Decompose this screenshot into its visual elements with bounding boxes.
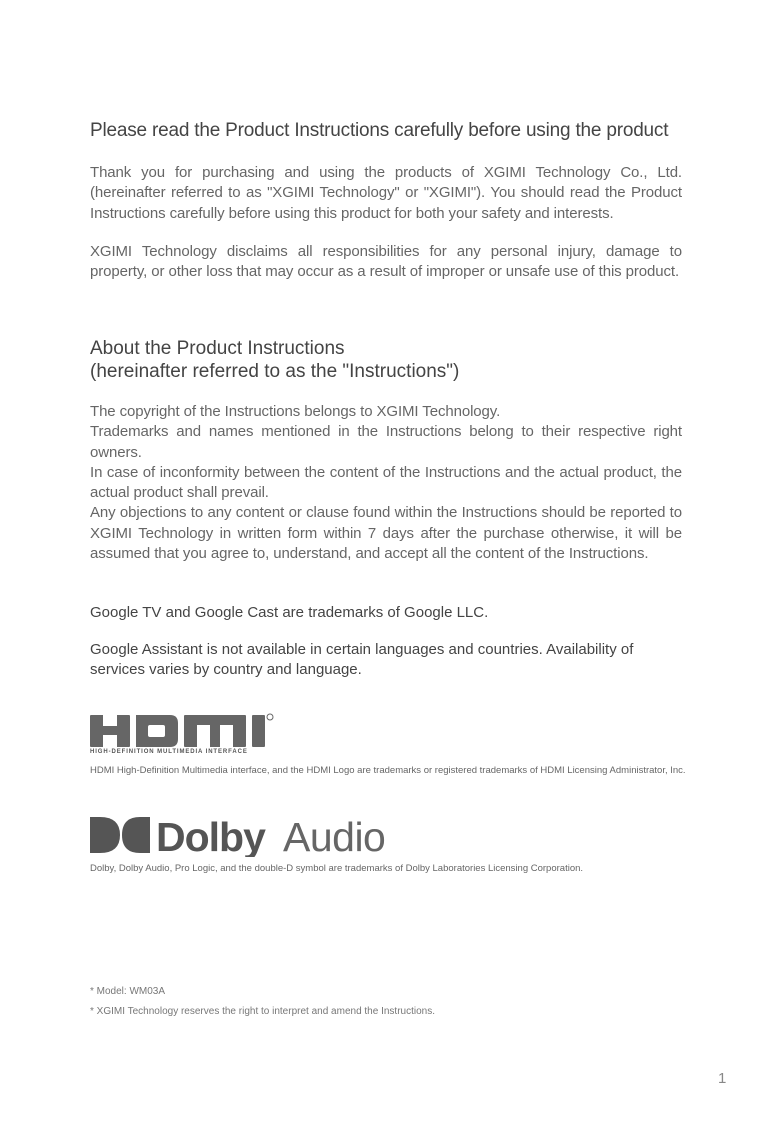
hdmi-logo [90,713,275,752]
intro-paragraph: Thank you for purchasing and using the products of XGIMI Technology Co., Ltd. (hereinafter referred to as "XGIMI Technology" or "XGIMI"). You should read the Product Instructions carefully before using this product for both your safety and interests. [90,164,682,222]
double-d-icon [90,817,150,853]
section-heading-instructions [90,337,682,383]
page-number: 1 [718,1070,727,1087]
dolby-audio-logo [90,811,410,862]
page-title: Please read the Product Instructions carefully before using the product [90,120,669,141]
svg-text:Audio: Audio [283,814,386,857]
trademarks-paragraph: Trademarks and names mentioned in the Instructions belong to their respective right owners. [90,423,682,461]
inconformity-paragraph: In case of inconformity between the content of the Instructions and the actual product, the actual product shall prevail. [90,463,682,502]
hdmi-trademark-note: HDMI High-Definition Multimedia interface, and the HDMI Logo are trademarks or registered trademarks of HDMI Licensing Administrator, Inc. [90,765,686,776]
objections-paragraph: Any objections to any content or clause found within the Instructions should be reported to XGIMI Technology in written form within 7 days after the purchase otherwise, it will be assumed that you agree to, understand, and accept all the content of the Instructions. [90,504,682,563]
section-heading-line-1: About the Product Instructions [90,338,345,359]
section-heading-line-2: (hereinafter referred to as the "Instructions") [90,361,460,382]
footnote-model: * Model: WM03A [90,986,166,997]
svg-text:Dolby: Dolby [156,814,265,857]
copyright-paragraph: The copyright of the Instructions belongs to XGIMI Technology. [90,403,501,420]
google-tv-notice: Google TV and Google Cast are trademarks of Google LLC. [90,604,489,621]
instructions-paragraphs [90,402,682,564]
disclaimer-paragraph: XGIMI Technology disclaims all responsibilities for any personal injury, damage to property, or other loss that may occur as a result of improper or unsafe use of this product. [90,243,682,281]
dolby-trademark-note: Dolby, Dolby Audio, Pro Logic, and the double-D symbol are trademarks of Dolby Laboratories Licensing Corporation. [90,863,584,874]
google-assistant-notice: Google Assistant is not available in certain languages and countries. Availability of services varies by country and language. [90,641,634,678]
hdmi-subtitle: HIGH-DEFINITION MULTIMEDIA INTERFACE [90,749,248,755]
footnote-rights: * XGIMI Technology reserves the right to interpret and amend the Instructions. [90,1006,435,1017]
